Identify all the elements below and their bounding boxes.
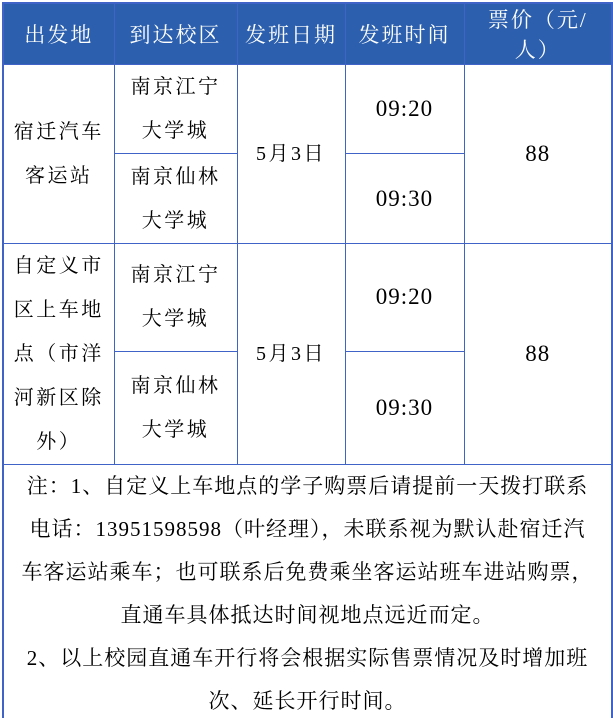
notes-section: [3, 465, 612, 718]
time-cell: 09:20: [345, 244, 464, 352]
note-line: 注：1、自定义上车地点的学子购票后请提前一天拨打联系: [26, 474, 589, 498]
header-row: [3, 3, 612, 65]
header-cell-price: 票价（元/人）: [464, 3, 612, 65]
time-cell: 09:30: [345, 351, 464, 464]
time-cell: 09:30: [345, 154, 464, 244]
campus-cell: 南京仙林大学城: [114, 351, 237, 464]
table-row: [3, 65, 612, 154]
origin-cell: 自定义市区上车地点（市洋河新区除外）: [3, 244, 114, 465]
time-cell: 09:20: [345, 65, 464, 154]
schedule-table: [2, 2, 613, 718]
note-line: 次、延长开行时间。: [208, 689, 407, 713]
note-line: 2、以上校园直通车开行将会根据实际售票情况及时增加班: [26, 646, 589, 670]
header-cell-departure: 出发地: [3, 3, 114, 65]
campus-cell: 南京江宁大学城: [114, 65, 237, 154]
header-cell-time: 发班时间: [345, 3, 464, 65]
note-line: 直通车具体抵达时间视地点远近而定。: [120, 603, 495, 627]
header-cell-campus: 到达校区: [114, 3, 237, 65]
note-line: 电话：13951598598（叶经理），未联系视为默认赴宿迁汽: [29, 517, 586, 541]
note-line: 车客运站乘车；也可联系后免费乘坐客运站班车进站购票，: [21, 560, 594, 584]
campus-cell: 南京仙林大学城: [114, 154, 237, 244]
date-cell: 5月3日: [237, 244, 345, 465]
header-cell-date: 发班日期: [237, 3, 345, 65]
price-cell: 88: [464, 244, 612, 465]
origin-cell: 宿迁汽车客运站: [3, 65, 114, 244]
table-row: [3, 244, 612, 352]
date-cell: 5月3日: [237, 65, 345, 244]
campus-cell: 南京江宁大学城: [114, 244, 237, 352]
notes-row: [3, 465, 612, 718]
price-cell: 88: [464, 65, 612, 244]
